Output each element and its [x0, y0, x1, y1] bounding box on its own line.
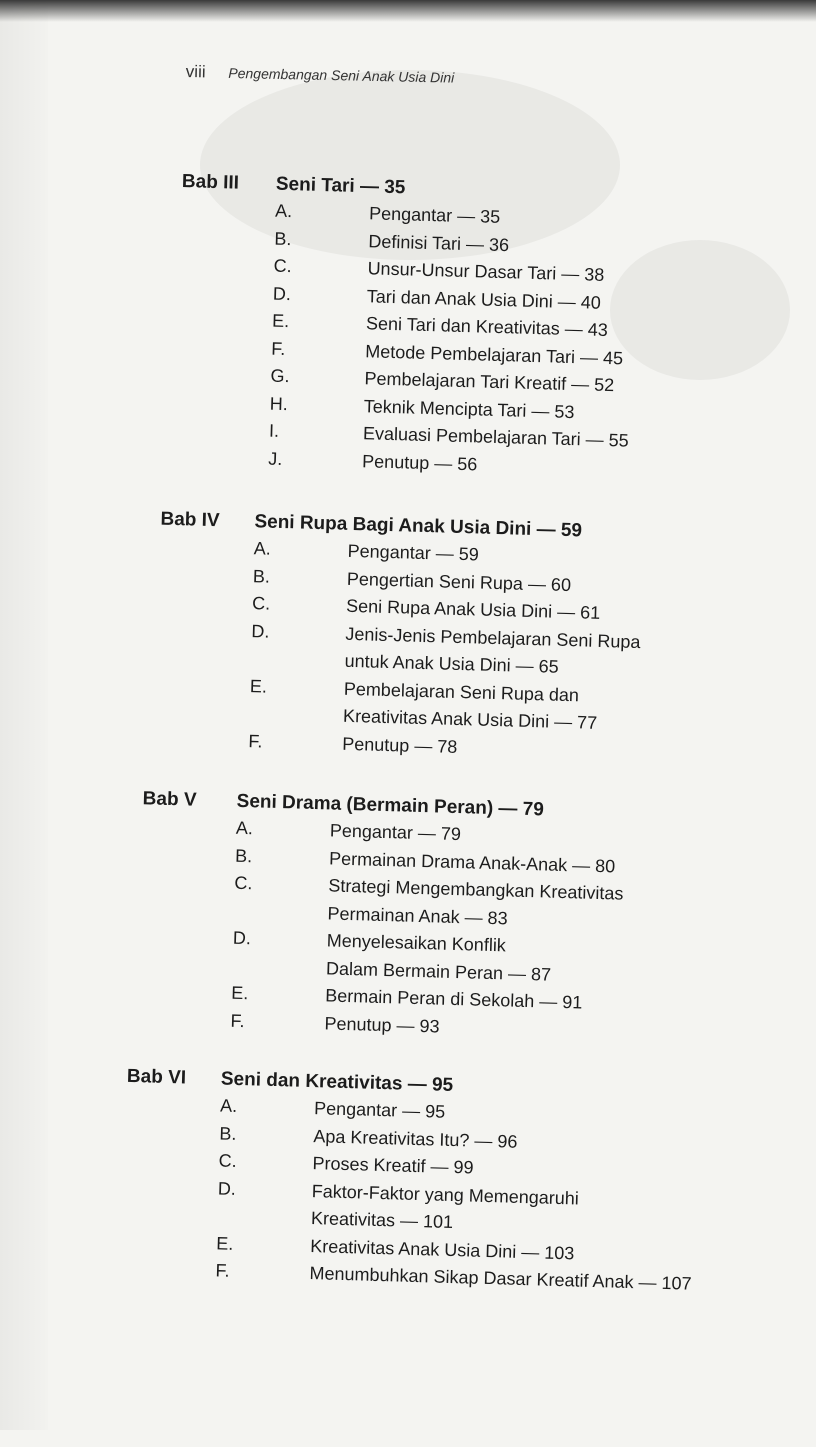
entry-letter: C. — [218, 1150, 237, 1171]
entry-text: Proses Kreatif — 99 — [312, 1153, 474, 1178]
entry-letter: C. — [234, 872, 253, 894]
chapter-title: Seni dan Kreativitas — 95 — [220, 1068, 454, 1096]
entry-letter: D. — [251, 620, 270, 642]
entry-text: Permainan Anak — 83 — [327, 902, 508, 928]
entry-letter: E. — [216, 1232, 234, 1254]
entry-text: untuk Anak Usia Dini — 65 — [344, 650, 559, 677]
entry-letter: I. — [268, 420, 280, 441]
entry-letter: C. — [273, 255, 292, 277]
entry-text: Permainan Drama Anak-Anak — 80 — [328, 847, 616, 876]
entry-letter: B. — [274, 228, 292, 249]
entry-text: Pembelajaran Tari Kreatif — 52 — [364, 368, 615, 396]
entry-text: Jenis-Jenis Pembelajaran Seni Rupa — [345, 623, 641, 652]
entry-letter: G. — [270, 365, 290, 387]
entry-text: Pengantar — 95 — [313, 1098, 446, 1122]
page-number: viii — [185, 62, 206, 82]
chapter-bab-v — [136, 785, 703, 1048]
entry-text: Pengantar — 35 — [368, 203, 501, 227]
entry-text: Pengertian Seni Rupa — 60 — [346, 568, 572, 595]
entry-text: Kreativitas — 101 — [310, 1208, 454, 1233]
entry-text: Penutup — 93 — [324, 1012, 440, 1037]
entry-text: Faktor-Faktor yang Memengaruhi — [311, 1180, 580, 1209]
entry-text: Kreativitas Anak Usia Dini — 103 — [310, 1235, 575, 1263]
entry-text: Dalam Bermain Peran — 87 — [325, 957, 552, 985]
entry-text: Evaluasi Pembelajaran Tari — 55 — [362, 423, 629, 451]
entry-text: Penutup — 56 — [361, 450, 478, 474]
entry-letter: A. — [219, 1095, 238, 1116]
chapter-title: Seni Rupa Bagi Anak Usia Dini — 59 — [254, 511, 583, 542]
chapter-number: Bab III — [181, 171, 240, 194]
entry-text: Pembelajaran Seni Rupa dan — [343, 678, 580, 705]
entry-text: Penutup — 78 — [342, 733, 458, 757]
chapter-bab-vi — [121, 1063, 692, 1298]
entry-letter: A. — [274, 200, 293, 222]
entry-text: Unsur-Unsur Dasar Tari — 38 — [367, 258, 605, 285]
entry-letter: J. — [267, 448, 283, 469]
entry-text: Teknik Mencipta Tari — 53 — [363, 395, 575, 422]
chapter-bab-iv — [154, 506, 721, 769]
entry-letter: C. — [251, 593, 271, 614]
chapter-title: Seni Drama (Bermain Peran) — 79 — [236, 790, 545, 821]
chapter-title: Seni Tari — 35 — [275, 173, 406, 199]
chapter-number: Bab V — [142, 788, 197, 811]
entry-text: Tari dan Anak Usia Dini — 40 — [366, 285, 602, 313]
entry-text: Menyelesaikan Konflik — [326, 930, 507, 956]
entry-letter: F. — [248, 730, 263, 752]
entry-letter: B. — [219, 1122, 237, 1144]
entry-letter: D. — [232, 927, 252, 949]
chapter-number: Bab IV — [160, 508, 220, 532]
entry-letter: B. — [234, 845, 253, 866]
entry-letter: F. — [271, 338, 286, 359]
entry-letter: B. — [252, 565, 271, 587]
entry-text: Metode Pembelajaran Tari — 45 — [365, 340, 624, 368]
chapter-bab-iii — [174, 168, 742, 486]
entry-text: Kreativitas Anak Usia Dini — 77 — [342, 705, 598, 733]
book-title: Pengembangan Seni Anak Usia Dini — [228, 64, 455, 86]
entry-text: Seni Rupa Anak Usia Dini — 61 — [345, 595, 601, 623]
entry-text: Apa Kreativitas Itu? — 96 — [313, 1125, 518, 1152]
entry-letter: D. — [272, 283, 292, 304]
chapter-number: Bab VI — [126, 1065, 187, 1089]
entry-letter: H. — [269, 393, 289, 414]
entry-text: Strategi Mengembangkan Kreativitas — [328, 875, 624, 904]
entry-text: Pengantar — 79 — [329, 820, 462, 845]
entry-letter: F. — [230, 1010, 245, 1031]
entry-letter: A. — [253, 538, 272, 559]
entry-letter: E. — [249, 675, 268, 697]
entry-letter: F. — [215, 1260, 230, 1281]
entry-text: Pengantar — 59 — [347, 540, 480, 565]
entry-letter: D. — [217, 1177, 237, 1199]
entry-text: Menumbuhkan Sikap Dasar Kreatif Anak — 107 — [309, 1263, 692, 1294]
entry-text: Bermain Peran di Sekolah — 91 — [325, 985, 583, 1013]
entry-letter: E. — [231, 982, 249, 1004]
entry-letter: A. — [235, 817, 254, 839]
entry-letter: E. — [271, 310, 290, 332]
entry-text: Definisi Tari — 36 — [368, 230, 510, 255]
entry-text: Seni Tari dan Kreativitas — 43 — [365, 313, 609, 340]
